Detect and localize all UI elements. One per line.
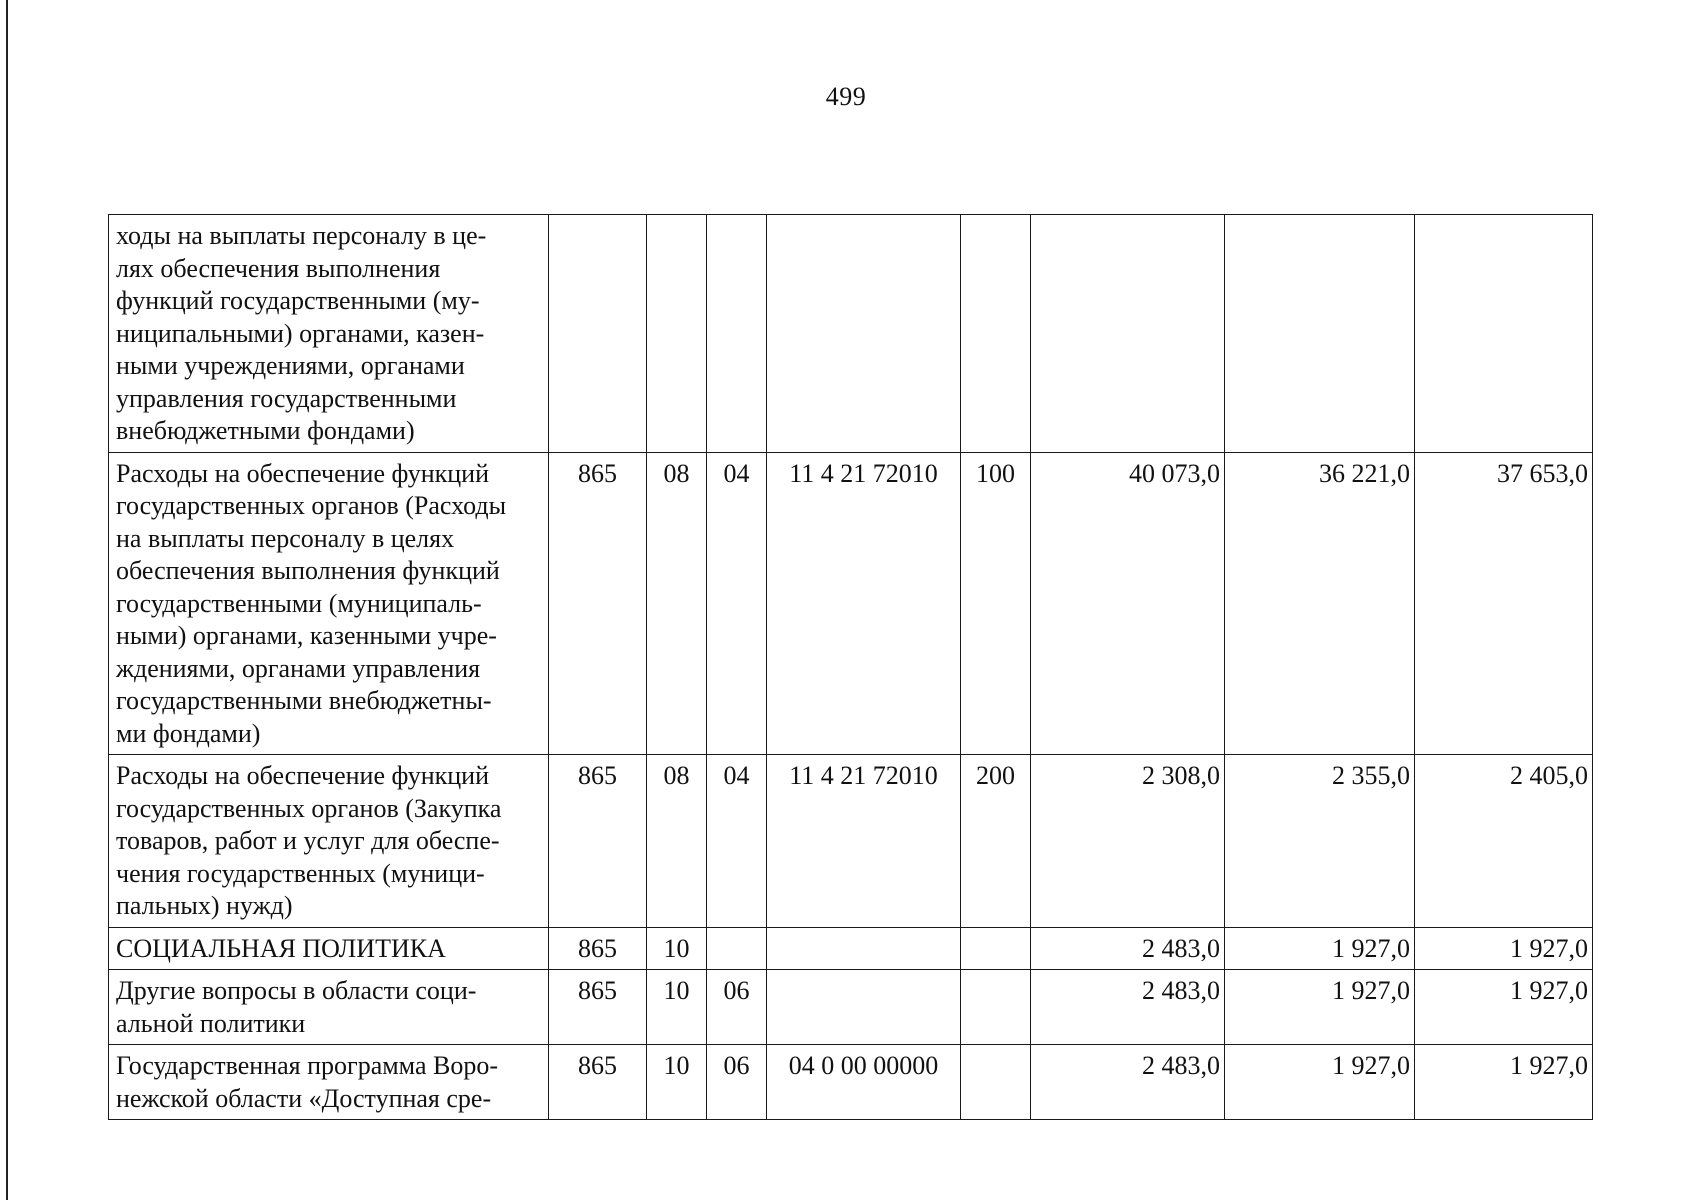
cell-sum-3: 1 927,0 (1415, 1045, 1593, 1120)
cell-name-line: Государственная программа Воро- (116, 1051, 499, 1080)
table-row (109, 1045, 1593, 1120)
cell-name-line: лях обеспечения выполнения (116, 253, 441, 283)
cell-csr: 11 4 21 72010 (767, 755, 961, 928)
left-margin-rule (6, 0, 8, 1200)
cell-rz (647, 215, 707, 453)
cell-name-line: государственных органов (Закупка (116, 793, 502, 823)
table-row (109, 755, 1593, 928)
cell-vr (961, 215, 1031, 453)
cell-sum-3: 37 653,0 (1415, 452, 1593, 755)
cell-name (109, 970, 549, 1045)
cell-sum-3: 2 405,0 (1415, 755, 1593, 928)
cell-gr: 865 (549, 927, 647, 970)
cell-sum-1: 2 308,0 (1031, 755, 1225, 928)
cell-name-line: товаров, работ и услуг для обеспе- (116, 826, 500, 855)
cell-sum-2: 2 355,0 (1225, 755, 1415, 928)
page-number: 499 (825, 82, 867, 111)
cell-name-line: ждениями, органами управления (116, 653, 481, 683)
table-body (109, 215, 1593, 1120)
cell-name-line: функций государственными (му- (116, 286, 480, 315)
cell-pr: 06 (707, 970, 767, 1045)
cell-name-line: нежской области «Доступная сре- (116, 1083, 492, 1113)
cell-csr: 04 0 00 00000 (767, 1045, 961, 1120)
cell-pr (707, 215, 767, 453)
cell-name-line: ными учреждениями, органами (116, 351, 465, 380)
cell-name (109, 452, 549, 755)
cell-name (109, 755, 549, 928)
cell-name-line: Расходы на обеспечение функций (116, 458, 490, 488)
cell-gr: 865 (549, 452, 647, 755)
cell-rz: 08 (647, 452, 707, 755)
cell-name-line: Расходы на обеспечение функций (116, 761, 490, 790)
cell-sum-2 (1225, 215, 1415, 453)
cell-name-line: пальных) нужд) (116, 891, 293, 920)
cell-gr: 865 (549, 755, 647, 928)
cell-vr (961, 1045, 1031, 1120)
cell-sum-1: 40 073,0 (1031, 452, 1225, 755)
cell-rz: 08 (647, 755, 707, 928)
table-row (109, 452, 1593, 755)
table-row (109, 970, 1593, 1045)
cell-sum-2: 36 221,0 (1225, 452, 1415, 755)
cell-sum-3: 1 927,0 (1415, 970, 1593, 1045)
cell-sum-3 (1415, 215, 1593, 453)
cell-name-line: чения государственных (муници- (116, 858, 485, 888)
cell-name-line: внебюджетными фондами) (116, 416, 415, 445)
cell-pr (707, 927, 767, 970)
cell-sum-2: 1 927,0 (1225, 1045, 1415, 1120)
cell-csr (767, 970, 961, 1045)
budget-table (108, 214, 1593, 1120)
cell-vr (961, 927, 1031, 970)
cell-name-line: альной политики (116, 1008, 306, 1038)
cell-name (109, 215, 549, 453)
cell-name-line: управления государственными (116, 383, 457, 413)
cell-name-line: государственными внебюджетны- (116, 686, 492, 715)
cell-csr (767, 215, 961, 453)
cell-gr: 865 (549, 1045, 647, 1120)
cell-pr: 04 (707, 452, 767, 755)
cell-rz: 10 (647, 927, 707, 970)
table-row (109, 215, 1593, 453)
cell-name-line: на выплаты персоналу в целях (116, 523, 455, 553)
cell-name-line: государственных органов (Расходы (116, 491, 507, 520)
cell-sum-2: 1 927,0 (1225, 970, 1415, 1045)
cell-name-line: СОЦИАЛЬНАЯ ПОЛИТИКА (116, 933, 446, 963)
cell-sum-1: 2 483,0 (1031, 1045, 1225, 1120)
cell-vr: 200 (961, 755, 1031, 928)
cell-sum-1: 2 483,0 (1031, 927, 1225, 970)
cell-csr: 11 4 21 72010 (767, 452, 961, 755)
cell-gr: 865 (549, 970, 647, 1045)
cell-sum-1: 2 483,0 (1031, 970, 1225, 1045)
cell-pr: 04 (707, 755, 767, 928)
cell-name-line: ми фондами) (116, 718, 261, 748)
cell-pr: 06 (707, 1045, 767, 1120)
cell-name (109, 927, 549, 970)
cell-sum-3: 1 927,0 (1415, 927, 1593, 970)
cell-csr (767, 927, 961, 970)
cell-name-line: государственными (муниципаль- (116, 588, 482, 618)
cell-sum-1 (1031, 215, 1225, 453)
cell-name-line: Другие вопросы в области соци- (116, 976, 477, 1005)
cell-sum-2: 1 927,0 (1225, 927, 1415, 970)
table-row (109, 927, 1593, 970)
cell-name-line: ными) органами, казенными учре- (116, 621, 497, 650)
cell-name (109, 1045, 549, 1120)
cell-rz: 10 (647, 1045, 707, 1120)
cell-name-line: ниципальными) органами, казен- (116, 318, 485, 348)
cell-vr: 100 (961, 452, 1031, 755)
cell-gr (549, 215, 647, 453)
cell-name-line: ходы на выплаты персоналу в це- (116, 221, 487, 250)
cell-vr (961, 970, 1031, 1045)
cell-rz: 10 (647, 970, 707, 1045)
cell-name-line: обеспечения выполнения функций (116, 556, 500, 585)
